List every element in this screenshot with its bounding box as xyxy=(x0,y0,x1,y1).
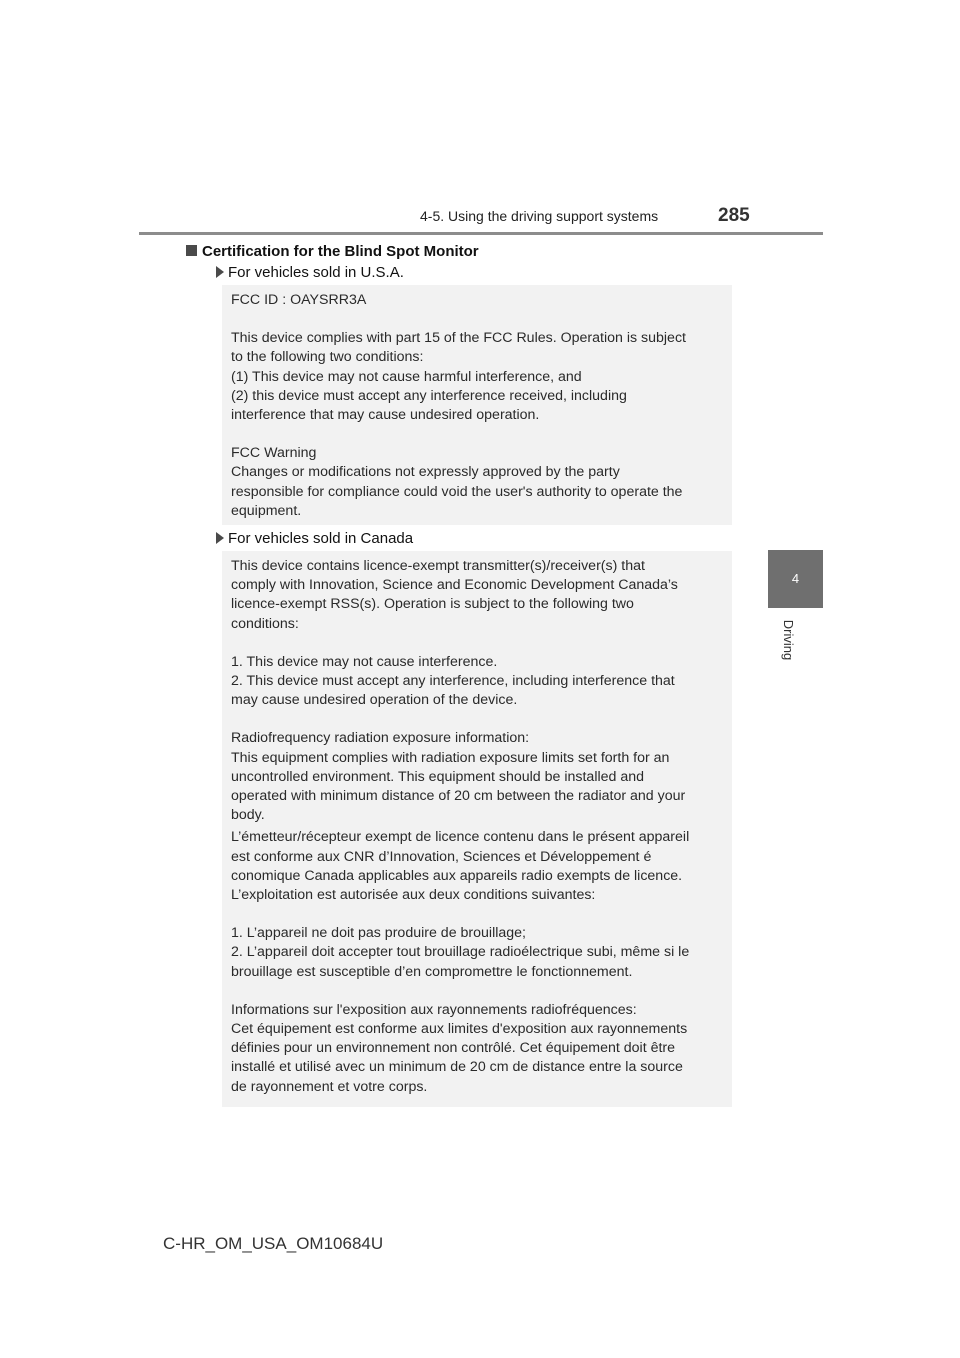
chapter-tab: 4 xyxy=(768,550,823,608)
notice-paragraph: 1. This device may not cause interference. 2. This device must accept any interference, including interference that may cause undesired operation of the device. xyxy=(231,653,675,709)
fcc-notice-box xyxy=(222,285,732,525)
header-section-title: 4-5. Using the driving support systems xyxy=(420,208,659,224)
square-bullet-icon xyxy=(186,245,197,256)
notice-paragraph: FCC Warning Changes or modifications not expressly approved by the party responsible for compliance could void the user's authority to operate the equipment. xyxy=(231,445,683,519)
section-heading-text: Certification for the Blind Spot Monitor xyxy=(202,243,479,260)
canada-notice-box xyxy=(222,551,732,1107)
canada-bullet-text: For vehicles sold in Canada xyxy=(228,530,414,547)
notice-paragraph: L’émetteur/récepteur exempt de licence contenu dans le présent appareil est conforme aux CNR d’Innovation, Sciences et Développement é conomique Canada applicables aux appareils radio exempts de licence. L’exploitation est autorisée aux deux conditions suivantes: xyxy=(231,829,690,904)
triangle-bullet-icon xyxy=(216,532,224,544)
document-code: C-HR_OM_USA_OM10684U xyxy=(163,1234,384,1253)
triangle-bullet-icon xyxy=(216,266,224,278)
notice-paragraph: 1. L’appareil ne doit pas produire de brouillage; 2. L’appareil doit accepter tout brouillage radioélectrique subi, même si le brouillage est susceptible d’en compromettre le fonctionnement. xyxy=(231,925,690,980)
notice-paragraph: FCC ID : OAYSRR3A xyxy=(231,292,367,308)
notice-paragraph: This device complies with part 15 of the FCC Rules. Operation is subject to the following two conditions: (1) This device may not cause harmful interference, and (2) this device must accept any interference received, including interference that may cause undesired operation. xyxy=(231,330,686,424)
notice-paragraph: Informations sur l'exposition aux rayonnements radiofréquences: Cet équipement est conforme aux limites d'exposition aux rayonnements définies pour un environnement non contrôlé. Cet équipement doit être installé et utilisé avec un minimum de 20 cm de distance entre la source de rayonnement et votre corps. xyxy=(231,1001,688,1095)
chapter-tab-label: Driving xyxy=(781,619,796,661)
notice-paragraph: This device contains licence-exempt transmitter(s)/receiver(s) that comply with Innovation, Science and Economic Development Canada’s licence-exempt RSS(s). Operation is subject to the following two conditions: xyxy=(231,558,678,632)
canada-bullet xyxy=(216,530,413,547)
header-rule xyxy=(139,232,823,235)
usa-bullet-text: For vehicles sold in U.S.A. xyxy=(228,264,404,281)
notice-paragraph: Radiofrequency radiation exposure information: This equipment complies with radiation exposure limits set forth for an uncontrolled environment. This equipment should be installed and operated with minimum distance of 20 cm between the radiator and your body. xyxy=(231,730,686,824)
section-heading xyxy=(186,243,479,260)
usa-bullet xyxy=(216,264,404,281)
page-number: 285 xyxy=(718,205,750,226)
